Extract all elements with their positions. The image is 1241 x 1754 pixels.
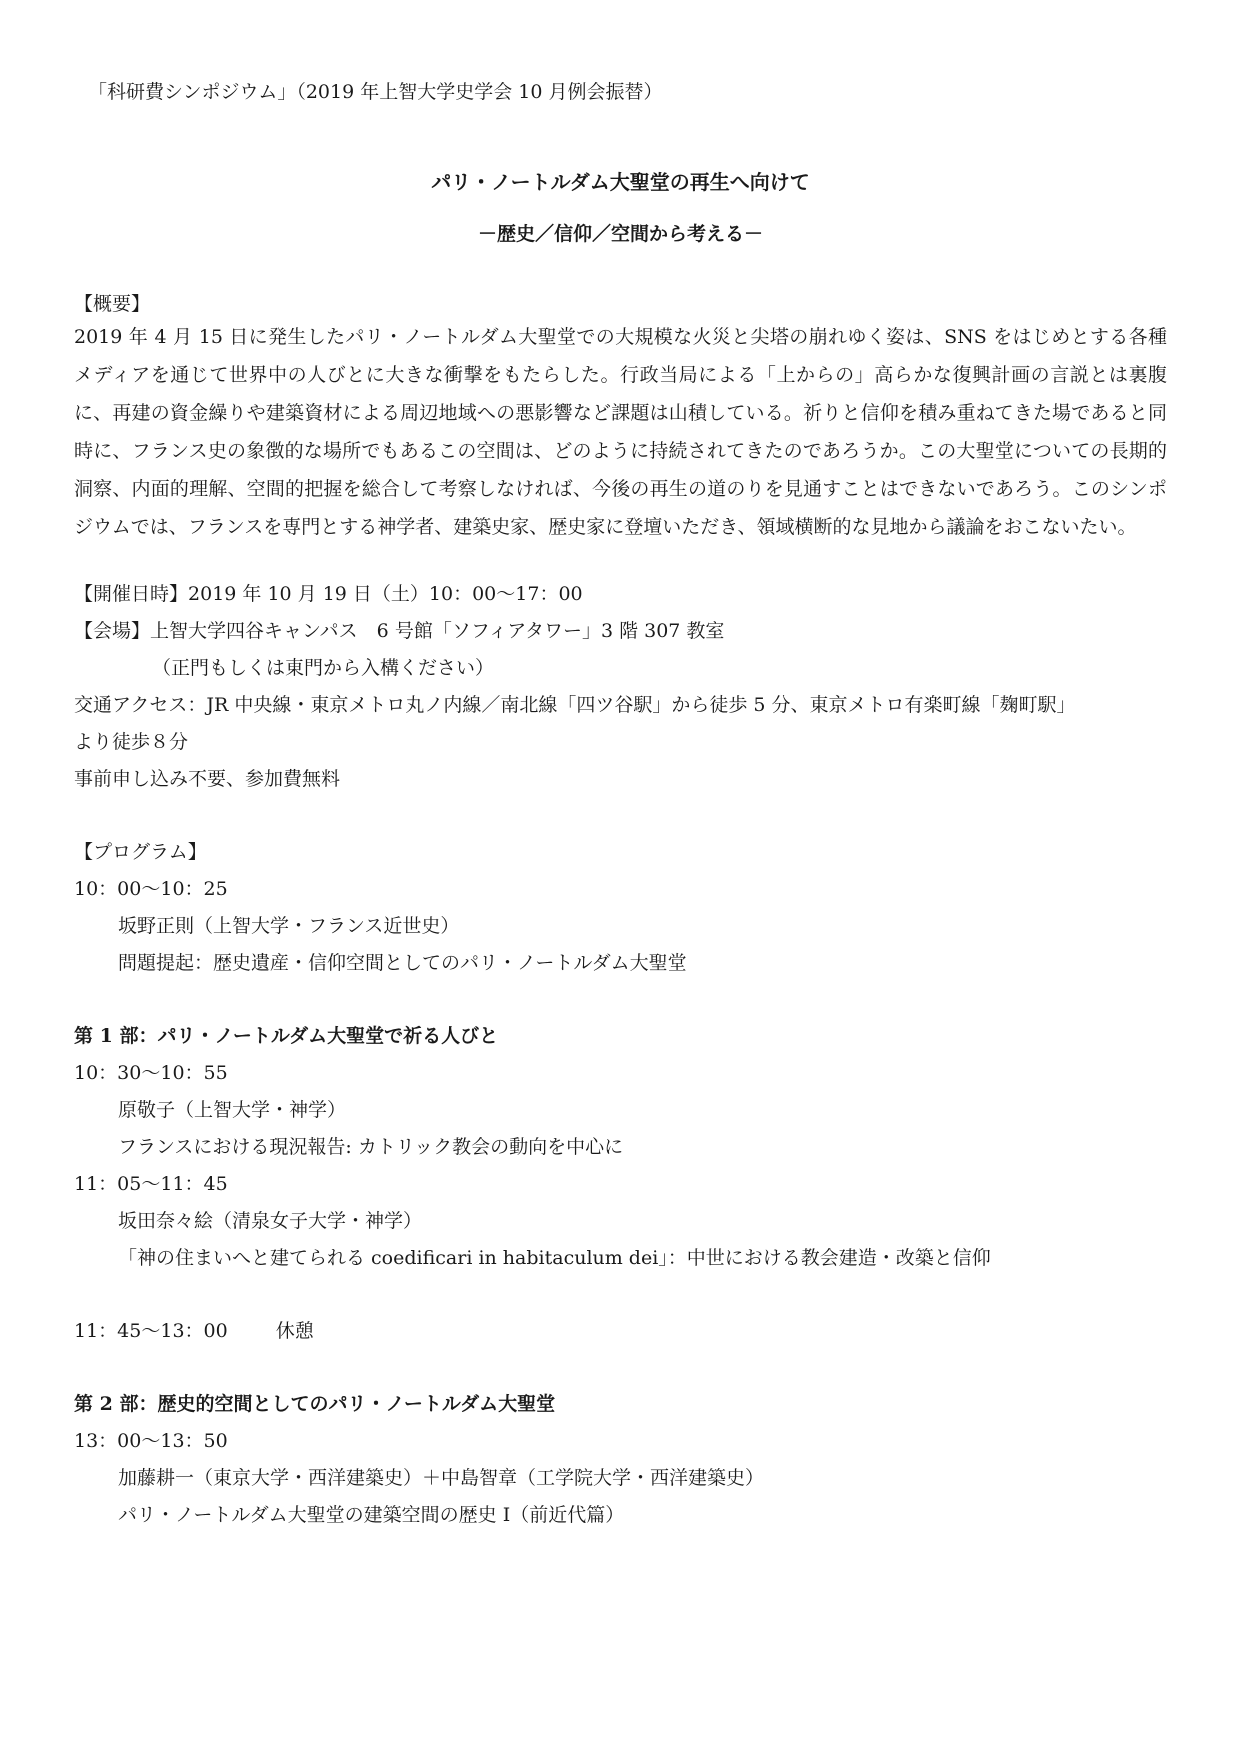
venue-label: 【会場】 [74,620,151,642]
page-subtitle: －歴史／信仰／空間から考える－ [477,223,763,245]
break-line [74,1313,1167,1350]
overview-heading: 【概要】 [74,293,151,315]
talk-time: 13：00～13：50 [74,1430,228,1452]
header-line: 「科研費シンポジウム」（2019 年上智大学史学会 10 月例会振替） [88,81,663,103]
venue-note: （正門もしくは東門から入構ください） [152,657,495,679]
datetime-line [74,576,1167,613]
break-time: 11：45～13：00 [74,1320,228,1342]
talk-time: 11：05～11：45 [74,1173,228,1195]
talk-topic: フランスにおける現況報告: カトリック教会の動向を中心に [118,1136,624,1158]
talk-speaker: 原敬子（上智大学・神学） [118,1099,347,1121]
access-line-cont: より徒歩８分 [74,731,189,753]
talk-speaker: 坂田奈々絵（清泉女子大学・神学） [118,1210,423,1232]
datetime-value: 2019 年 10 月 19 日（土）10：00～17：00 [188,583,583,605]
spacer [74,798,1167,834]
break-label: 休憩 [275,1320,314,1342]
venue-line [74,613,1167,650]
talk-time: 10：30～10：55 [74,1062,228,1084]
event-info [74,576,1167,798]
opening-topic: 問題提起：歴史遺産・信仰空間としてのパリ・ノートルダム大聖堂 [118,952,687,974]
part2-heading: 第 2 部：歴史的空間としてのパリ・ノートルダム大聖堂 [74,1393,556,1415]
program-heading: 【プログラム】 [74,841,207,863]
access-line: 交通アクセス：JR 中央線・東京メトロ丸ノ内線／南北線「四ツ谷駅」から徒歩 5 分、東京メトロ有楽町線「麹町駅」 [74,694,1076,716]
fee-line: 事前申し込み不要、参加費無料 [74,768,341,790]
opening-time: 10：00～10：25 [74,878,228,900]
talk-topic: 「神の住まいへと建てられる coedificari in habitaculum dei」：中世における教会建造・改築と信仰 [118,1247,991,1269]
venue-value: 上智大学四谷キャンパス 6 号館「ソフィアタワー」3 階 307 教室 [150,620,725,642]
spacer [74,1350,1167,1386]
program-section [74,834,1167,1534]
title-block [74,168,1167,248]
talk-speaker: 加藤耕一（東京大学・西洋建築史）＋中島智章（工学院大学・西洋建築史） [118,1467,765,1489]
spacer [74,1277,1167,1313]
talk-topic: パリ・ノートルダム大聖堂の建築空間の歴史 I（前近代篇） [118,1504,625,1526]
overview-body: 2019 年 4 月 15 日に発生したパリ・ノートルダム大聖堂での大規模な火災と尖塔の崩れゆく姿は、SNS をはじめとする各種メディアを通じて世界中の人びとに大きな衝撃をもたらした。行政当局による「上からの」高らかな復興計画の言説とは裏腹に、再建の資金繰りや建築資材による周辺地域への悪影響など課題は山積している。祈りと信仰を積み重ねてきた場であると同時に、フランス史の象徴的な場所でもあるこの空間は、どのように持続されてきたのであろうか。この大聖堂についての長期的洞察、内面的理解、空間的把握を総合して考察しなければ、今後の再生の道のりを見通すことはできないであろう。このシンポジウムでは、フランスを専門とする神学者、建築史家、歴史家に登壇いただき、領域横断的な見地から議論をおこないたい。 [74,326,1167,538]
page-title: パリ・ノートルダム大聖堂の再生へ向けて [431,170,810,194]
spacer [74,982,1167,1018]
opening-speaker: 坂野正則（上智大学・フランス近世史） [118,915,460,937]
datetime-label: 【開催日時】 [74,583,189,605]
part1-heading: 第 1 部：パリ・ノートルダム大聖堂で祈る人びと [74,1025,499,1047]
